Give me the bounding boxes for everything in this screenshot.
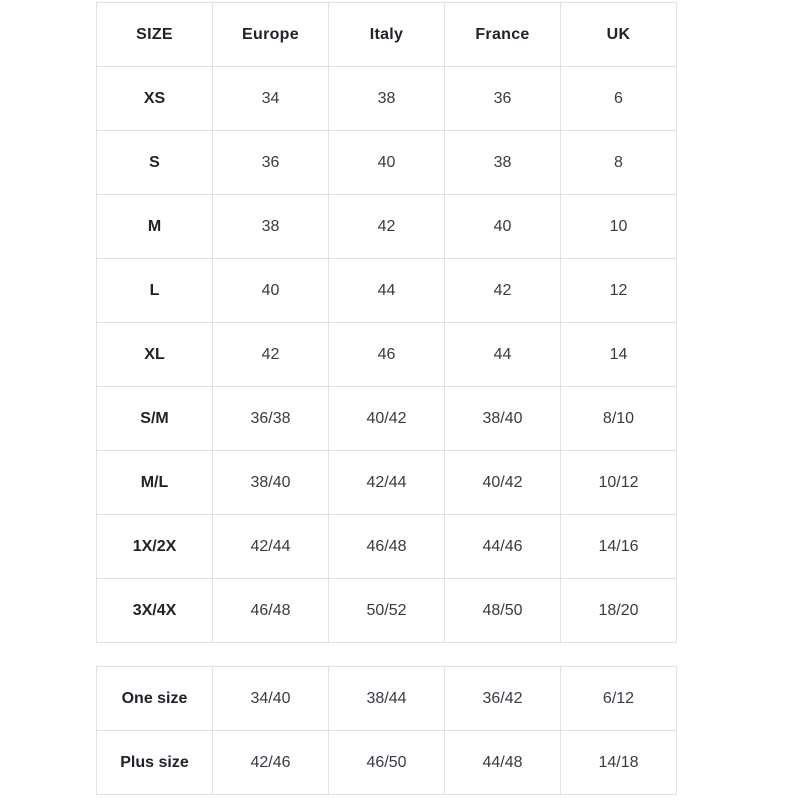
- row-label: One size: [97, 667, 213, 731]
- cell-italy: 42: [329, 195, 445, 259]
- table-row: [97, 515, 677, 579]
- secondary-table-body: [97, 667, 677, 795]
- cell-europe: 42/46: [213, 731, 329, 795]
- table-header-row-group: [97, 3, 677, 67]
- table-row: [97, 67, 677, 131]
- main-size-table-container: [96, 2, 676, 643]
- secondary-size-table: [96, 666, 677, 795]
- cell-france: 40: [445, 195, 561, 259]
- column-header-size: SIZE: [97, 3, 213, 67]
- secondary-size-table-container: [96, 666, 676, 795]
- row-label: M: [97, 195, 213, 259]
- table-row: [97, 731, 677, 795]
- table-row: [97, 131, 677, 195]
- table-header-row: [97, 3, 677, 67]
- cell-europe: 46/48: [213, 579, 329, 643]
- column-header-france: France: [445, 3, 561, 67]
- row-label: 3X/4X: [97, 579, 213, 643]
- cell-italy: 40/42: [329, 387, 445, 451]
- cell-france: 38/40: [445, 387, 561, 451]
- cell-uk: 18/20: [561, 579, 677, 643]
- cell-uk: 6/12: [561, 667, 677, 731]
- cell-europe: 36: [213, 131, 329, 195]
- table-row: [97, 259, 677, 323]
- cell-uk: 6: [561, 67, 677, 131]
- cell-france: 44/48: [445, 731, 561, 795]
- cell-france: 42: [445, 259, 561, 323]
- cell-uk: 14/18: [561, 731, 677, 795]
- cell-italy: 46/50: [329, 731, 445, 795]
- column-header-italy: Italy: [329, 3, 445, 67]
- cell-france: 44: [445, 323, 561, 387]
- row-label: 1X/2X: [97, 515, 213, 579]
- cell-italy: 44: [329, 259, 445, 323]
- table-row: [97, 667, 677, 731]
- cell-uk: 10: [561, 195, 677, 259]
- cell-italy: 50/52: [329, 579, 445, 643]
- cell-uk: 8: [561, 131, 677, 195]
- table-row: [97, 387, 677, 451]
- cell-europe: 38: [213, 195, 329, 259]
- cell-france: 38: [445, 131, 561, 195]
- table-row: [97, 323, 677, 387]
- cell-france: 40/42: [445, 451, 561, 515]
- row-label: S: [97, 131, 213, 195]
- main-size-table: [96, 2, 677, 643]
- cell-italy: 42/44: [329, 451, 445, 515]
- cell-italy: 46/48: [329, 515, 445, 579]
- cell-uk: 14: [561, 323, 677, 387]
- row-label: Plus size: [97, 731, 213, 795]
- table-row: [97, 451, 677, 515]
- row-label: S/M: [97, 387, 213, 451]
- row-label: L: [97, 259, 213, 323]
- cell-italy: 38: [329, 67, 445, 131]
- cell-france: 44/46: [445, 515, 561, 579]
- main-table-body: [97, 67, 677, 643]
- row-label: M/L: [97, 451, 213, 515]
- cell-europe: 42/44: [213, 515, 329, 579]
- cell-france: 48/50: [445, 579, 561, 643]
- cell-europe: 34/40: [213, 667, 329, 731]
- cell-france: 36/42: [445, 667, 561, 731]
- cell-uk: 14/16: [561, 515, 677, 579]
- row-label: XL: [97, 323, 213, 387]
- cell-europe: 42: [213, 323, 329, 387]
- cell-italy: 38/44: [329, 667, 445, 731]
- cell-europe: 40: [213, 259, 329, 323]
- cell-europe: 34: [213, 67, 329, 131]
- cell-italy: 46: [329, 323, 445, 387]
- cell-france: 36: [445, 67, 561, 131]
- cell-uk: 8/10: [561, 387, 677, 451]
- column-header-uk: UK: [561, 3, 677, 67]
- cell-uk: 10/12: [561, 451, 677, 515]
- cell-italy: 40: [329, 131, 445, 195]
- row-label: XS: [97, 67, 213, 131]
- cell-europe: 38/40: [213, 451, 329, 515]
- table-row: [97, 195, 677, 259]
- column-header-europe: Europe: [213, 3, 329, 67]
- table-row: [97, 579, 677, 643]
- cell-uk: 12: [561, 259, 677, 323]
- cell-europe: 36/38: [213, 387, 329, 451]
